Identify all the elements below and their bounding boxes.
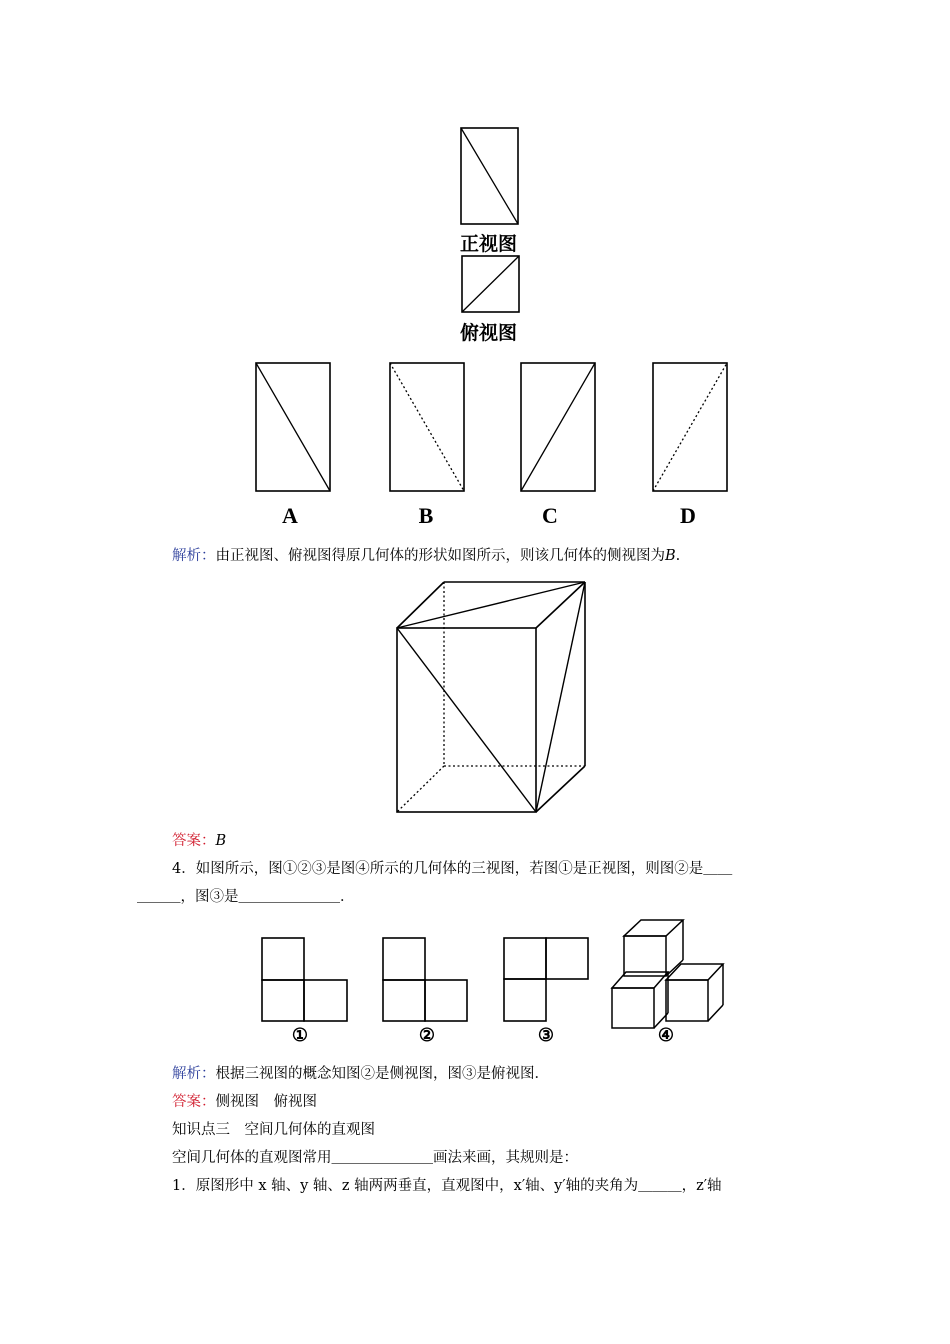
section-rule-1: 1．原图形中 x 轴、y 轴、z 轴两两垂直，直观图中，x′轴、y′轴的夹角为＿＿＿，z′轴 bbox=[172, 1178, 722, 1194]
answer-value: B bbox=[215, 833, 227, 849]
answer-label: 答案： bbox=[172, 1094, 216, 1110]
option-d-label: D bbox=[680, 503, 696, 528]
analysis-text: 根据三视图的概念知图②是侧视图，图③是俯视图． bbox=[215, 1066, 549, 1082]
front-view-label: 正视图 bbox=[460, 233, 518, 255]
analysis-label: 解析： bbox=[172, 1066, 216, 1082]
answer-value: 侧视图 俯视图 bbox=[215, 1094, 317, 1110]
option-c-label: C bbox=[542, 503, 558, 528]
top-view-label: 俯视图 bbox=[460, 322, 518, 344]
figure-1-label: ① bbox=[291, 1025, 309, 1046]
section-title: 知识点三 空间几何体的直观图 bbox=[172, 1122, 375, 1138]
analysis-label: 解析： bbox=[172, 548, 216, 564]
figure-2-label: ② bbox=[418, 1025, 436, 1046]
section-intro: 空间几何体的直观图常用＿＿＿＿＿＿＿画法来画，其规则是： bbox=[172, 1150, 578, 1166]
option-a-label: A bbox=[282, 503, 298, 528]
analysis-text: 由正视图、俯视图得原几何体的形状如图所示，则该几何体的侧视图为 bbox=[215, 548, 665, 564]
answer-2 bbox=[172, 1092, 317, 1112]
figure-4-label: ④ bbox=[657, 1025, 675, 1046]
question-4-line-1: 4．如图所示，图①②③是图④所示的几何体的三视图，若图①是正视图，则图②是＿＿ bbox=[172, 861, 733, 877]
question-4-line-2: ＿＿＿，图③是＿＿＿＿＿＿＿． bbox=[137, 889, 355, 905]
option-b-label: B bbox=[418, 503, 434, 528]
answer-label: 答案： bbox=[172, 833, 216, 849]
cube-solid-figure bbox=[612, 920, 723, 1028]
figure-3-label: ③ bbox=[537, 1025, 555, 1046]
analysis-end: . bbox=[675, 548, 681, 564]
analysis-answer-letter: B bbox=[665, 548, 676, 564]
analysis-2 bbox=[172, 1064, 549, 1084]
